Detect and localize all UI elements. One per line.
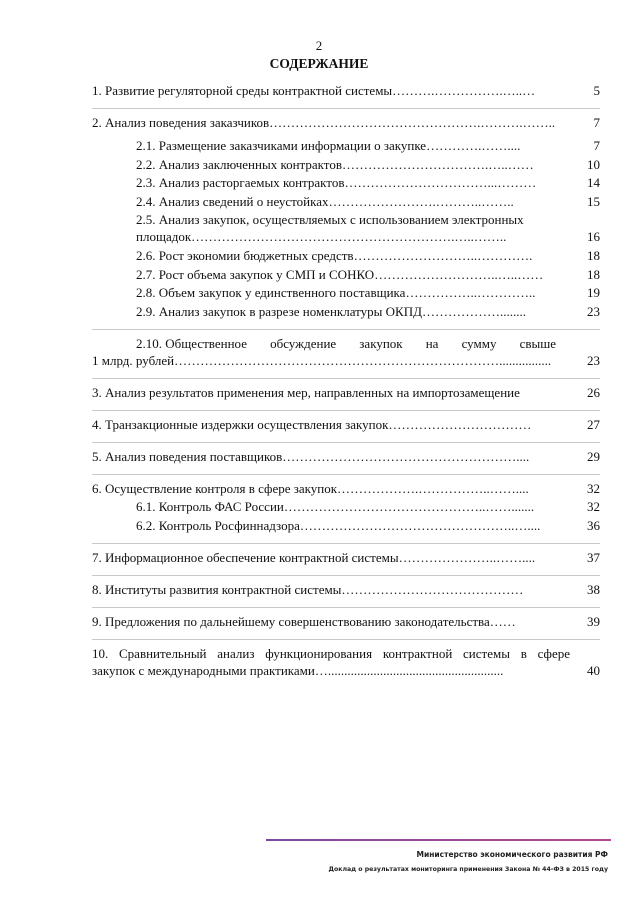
toc-leader-dots: ………………………..…..……: [374, 266, 544, 282]
toc-leader-dots: …………………………………………………….…..……..: [191, 229, 507, 245]
toc-page-number: 26: [587, 384, 600, 400]
toc-entry-title: 6. Осуществление контроля в сфере закупок: [92, 480, 338, 496]
toc-entry-2-1[interactable]: [92, 137, 600, 154]
page-number: 2: [315, 38, 323, 53]
toc-entry-2-8[interactable]: [92, 284, 600, 301]
toc-entry-10[interactable]: [92, 639, 600, 679]
toc-entry-title: 2.7. Рост объема закупок у СМП и СОНКО: [136, 266, 375, 282]
toc-page-number: 19: [587, 285, 600, 301]
toc-page-number: 16: [587, 229, 600, 245]
toc-page-number: 7: [593, 138, 600, 153]
toc-page-number: 37: [587, 549, 600, 565]
toc-entry-title-line1: 2.5. Анализ закупок, осуществляемых с использованием электронных: [136, 212, 524, 228]
toc-entry-2-9[interactable]: [92, 303, 600, 320]
toc-page-number: 18: [587, 247, 600, 263]
toc-entry-6-1[interactable]: [92, 498, 600, 515]
toc-entry-title: закупок с международными практиками: [92, 662, 315, 678]
toc-leader-dots: ………………………………………….……….……..: [269, 115, 556, 130]
toc-entry-title: 2.9. Анализ закупок в разрезе номенклатуры ОКПД: [136, 303, 422, 319]
toc-leader-dots: ………….……....: [426, 138, 521, 153]
toc-page-number: 32: [587, 499, 600, 515]
toc-entry-title: 8. Институты развития контрактной системы: [92, 581, 342, 597]
toc-page-number: 32: [587, 480, 600, 496]
toc-entry-2-10[interactable]: [92, 329, 600, 369]
toc-entry-2[interactable]: [92, 108, 600, 131]
toc-leader-dots: ………………………………………………....: [282, 448, 530, 464]
toc-entry-title: 1 млрд. рублей: [92, 352, 175, 368]
toc-page-number: 23: [587, 303, 600, 319]
toc-leader-dots: …………………………………………………………………................: [174, 352, 552, 368]
toc-title: СОДЕРЖАНИЕ: [269, 56, 369, 71]
toc-entry-6-2[interactable]: [92, 517, 600, 534]
toc-leader-dots: ………………………………………..…….......: [283, 499, 535, 515]
toc-leader-dots: ………………........: [421, 303, 526, 319]
toc-page-number: 15: [587, 193, 600, 209]
toc-entry-title: 2.4. Анализ сведений о неустойках: [136, 193, 329, 209]
toc-leader-dots: …………………………….…..……: [341, 156, 534, 172]
toc-entry-6[interactable]: [92, 474, 600, 497]
toc-page-number: 5: [593, 83, 600, 98]
toc-page-number: 40: [587, 662, 600, 678]
toc-page-number: 36: [587, 517, 600, 533]
toc-entry-title: 6.2. Контроль Росфиннадзора: [136, 517, 300, 533]
toc-page-number: 18: [587, 266, 600, 282]
table-of-contents: [92, 82, 600, 679]
footer-divider: [266, 839, 611, 841]
toc-leader-dots: …......................................................: [314, 662, 504, 678]
toc-entry-title: 7. Информационное обеспечение контрактной системы: [92, 549, 399, 565]
toc-page-number: 14: [587, 175, 600, 191]
toc-leader-dots: ……………………………………: [341, 581, 524, 597]
toc-entry-title-line1: 2.10. Общественное обсуждение закупок на сумму свыше: [136, 335, 556, 351]
toc-entry-title: 2.1. Размещение заказчиками информации о закупке: [136, 138, 427, 153]
toc-leader-dots: ……………………………...………: [344, 175, 537, 191]
toc-entry-2-3[interactable]: [92, 174, 600, 191]
toc-leader-dots: ……………….……………..……....: [337, 480, 529, 496]
toc-entry-title: 3. Анализ результатов применения мер, направленных на импортозамещение: [92, 384, 520, 400]
toc-entry-9[interactable]: [92, 607, 600, 630]
toc-entry-title-line1: 10. Сравнительный анализ функционирования контрактной системы в сфере: [92, 645, 570, 661]
toc-page-number: 23: [587, 352, 600, 368]
toc-entry-title: 5. Анализ поведения поставщиков: [92, 448, 283, 464]
toc-page-number: 38: [587, 581, 600, 597]
toc-entry-2-4[interactable]: [92, 193, 600, 210]
toc-page-number: 29: [587, 448, 600, 464]
toc-entry-title: площадок: [136, 229, 192, 245]
toc-entry-title: 2.6. Рост экономии бюджетных средств: [136, 247, 354, 263]
toc-leader-dots: ……: [489, 613, 516, 629]
footer-organization: Министерство экономического развития РФ: [416, 850, 608, 859]
toc-entry-title: 6.1. Контроль ФАС России: [136, 499, 284, 515]
toc-entry-1[interactable]: [92, 82, 600, 99]
toc-entry-2-6[interactable]: [92, 247, 600, 264]
toc-entry-3[interactable]: [92, 378, 600, 401]
toc-page-number: 27: [587, 416, 600, 432]
toc-entry-title: 1. Развитие регуляторной среды контрактной системы: [92, 83, 393, 98]
toc-page-number: 7: [593, 115, 600, 130]
toc-entry-title: 2.3. Анализ расторгаемых контрактов: [136, 175, 345, 191]
toc-leader-dots: ……………………………: [388, 416, 532, 432]
footer-report-title: Доклад о результатах мониторинга применения Закона № 44-ФЗ в 2015 году: [328, 866, 608, 873]
toc-leader-dots: …………………………………………..…....: [299, 517, 541, 533]
toc-entry-2-2[interactable]: [92, 156, 600, 173]
toc-leader-dots: …………………….………..……..: [328, 193, 514, 209]
toc-entry-7[interactable]: [92, 543, 600, 566]
toc-leader-dots: ………………………..………….: [353, 247, 533, 263]
toc-entry-4[interactable]: [92, 410, 600, 433]
toc-entry-title: 2.8. Объем закупок у единственного поставщика: [136, 285, 406, 301]
toc-entry-title: 2.2. Анализ заключенных контрактов: [136, 156, 342, 172]
toc-page-number: 10: [587, 156, 600, 172]
toc-entry-5[interactable]: [92, 442, 600, 465]
toc-leader-dots: ……………..…………..: [405, 285, 536, 301]
toc-entry-title: 9. Предложения по дальнейшему совершенствованию законодательства: [92, 613, 490, 629]
toc-entry-title: 2. Анализ поведения заказчиков: [92, 115, 270, 130]
toc-entry-title: 4. Транзакционные издержки осуществления закупок: [92, 416, 389, 432]
toc-entry-8[interactable]: [92, 575, 600, 598]
toc-leader-dots: …………………..……....: [398, 549, 536, 565]
toc-entry-2-5[interactable]: [92, 211, 600, 245]
toc-leader-dots: ……….…………….…..…: [392, 83, 536, 98]
toc-page-number: 39: [587, 613, 600, 629]
toc-entry-2-7[interactable]: [92, 266, 600, 283]
